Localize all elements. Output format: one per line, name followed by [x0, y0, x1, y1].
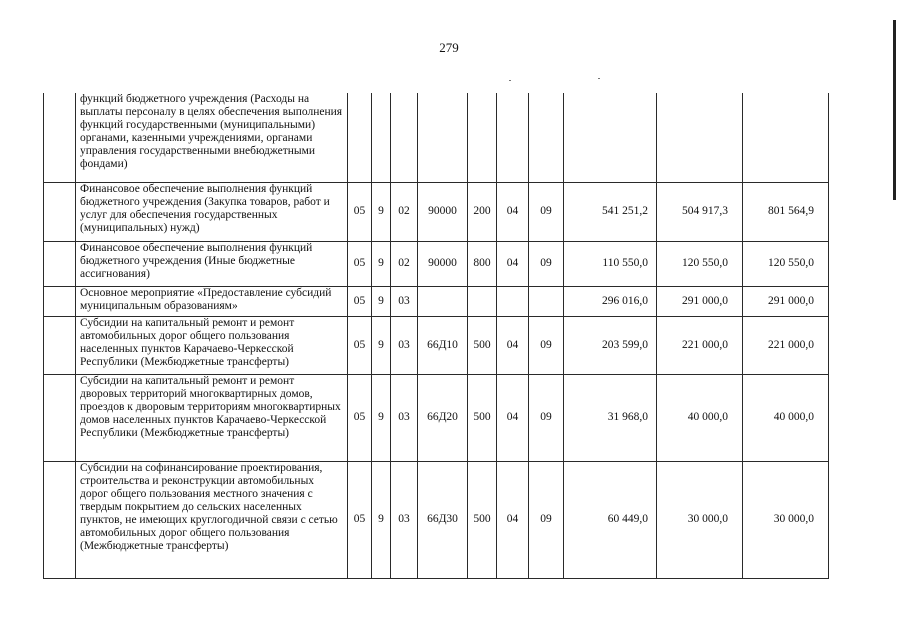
amount-cell: 296 016,0 [564, 286, 657, 316]
row-index-cell [44, 93, 76, 182]
budget-table [43, 93, 829, 579]
amount-cell: 30 000,0 [743, 461, 829, 578]
amount-cell [743, 93, 829, 182]
code-cell: 9 [372, 316, 391, 374]
code-cell [468, 286, 497, 316]
scan-speck [509, 80, 511, 81]
code-cell: 66Д10 [418, 316, 468, 374]
amount-cell: 221 000,0 [743, 316, 829, 374]
code-cell: 9 [372, 374, 391, 461]
description-cell: Основное мероприятие «Предоставление субсидий муниципальным образованиям» [76, 286, 348, 316]
code-cell: 04 [497, 182, 529, 241]
code-cell: 02 [391, 241, 418, 286]
code-cell: 05 [348, 286, 372, 316]
code-cell: 9 [372, 461, 391, 578]
table-row [44, 93, 829, 182]
row-index-cell [44, 286, 76, 316]
page-number: 279 [439, 40, 459, 55]
code-cell: 02 [391, 182, 418, 241]
code-cell: 04 [497, 461, 529, 578]
amount-cell: 30 000,0 [657, 461, 743, 578]
amount-cell: 291 000,0 [743, 286, 829, 316]
code-cell: 04 [497, 241, 529, 286]
description-cell: Финансовое обеспечение выполнения функций бюджетного учреждения (Иные бюджетные ассигнования) [76, 241, 348, 286]
row-index-cell [44, 316, 76, 374]
amount-cell: 221 000,0 [657, 316, 743, 374]
description-cell: функций бюджетного учреждения (Расходы на выплаты персоналу в целях обеспечения выполнения функций государственными (муниципальными) органами, казенными учреждениями, органами управления государственными внебюджетными фондами) [76, 93, 348, 182]
description-cell: Субсидии на капитальный ремонт и ремонт автомобильных дорог общего пользования населенных пунктов Карачаево-Черкесской Республики (Межбюджетные трансферты) [76, 316, 348, 374]
code-cell [468, 93, 497, 182]
description-cell: Субсидии на софинансирование проектирования, строительства и реконструкции автомобильных дорог общего пользования местного значения с твердым покрытием до сельских населенных пунктов, не имеющих круглогодичной связи с сетью автомобильных дорог общего пользования (Межбюджетные трансферты) [76, 461, 348, 578]
amount-cell [564, 93, 657, 182]
code-cell: 04 [497, 374, 529, 461]
code-cell: 9 [372, 182, 391, 241]
row-index-cell [44, 182, 76, 241]
code-cell: 500 [468, 374, 497, 461]
code-cell: 09 [529, 461, 564, 578]
amount-cell: 40 000,0 [743, 374, 829, 461]
code-cell: 03 [391, 374, 418, 461]
code-cell: 03 [391, 286, 418, 316]
code-cell: 09 [529, 182, 564, 241]
code-cell: 09 [529, 374, 564, 461]
row-index-cell [44, 241, 76, 286]
code-cell: 500 [468, 316, 497, 374]
amount-cell: 203 599,0 [564, 316, 657, 374]
scan-edge-mark [893, 20, 896, 200]
code-cell [348, 93, 372, 182]
code-cell: 09 [529, 241, 564, 286]
code-cell: 66Д30 [418, 461, 468, 578]
code-cell [497, 286, 529, 316]
code-cell: 05 [348, 182, 372, 241]
code-cell [418, 286, 468, 316]
amount-cell: 801 564,9 [743, 182, 829, 241]
code-cell [391, 93, 418, 182]
code-cell: 05 [348, 316, 372, 374]
code-cell: 03 [391, 461, 418, 578]
code-cell: 05 [348, 461, 372, 578]
code-cell [372, 93, 391, 182]
code-cell: 200 [468, 182, 497, 241]
description-cell: Субсидии на капитальный ремонт и ремонт дворовых территорий многоквартирных домов, проездов к дворовым территориям многоквартирных домов населенных пунктов Карачаево-Черкесской Республики (Межбюджетные трансферты) [76, 374, 348, 461]
table-row [44, 374, 829, 461]
table-row [44, 461, 829, 578]
amount-cell [657, 93, 743, 182]
code-cell [418, 93, 468, 182]
code-cell: 09 [529, 316, 564, 374]
table-row [44, 316, 829, 374]
table-row [44, 241, 829, 286]
code-cell: 90000 [418, 182, 468, 241]
amount-cell: 60 449,0 [564, 461, 657, 578]
amount-cell: 31 968,0 [564, 374, 657, 461]
description-cell: Финансовое обеспечение выполнения функций бюджетного учреждения (Закупка товаров, работ и услуг для обеспечения государственных (муниципальных) нужд) [76, 182, 348, 241]
code-cell: 500 [468, 461, 497, 578]
table-row [44, 182, 829, 241]
table-row [44, 286, 829, 316]
amount-cell: 120 550,0 [657, 241, 743, 286]
code-cell: 90000 [418, 241, 468, 286]
scan-speck [598, 78, 600, 79]
code-cell [529, 93, 564, 182]
amount-cell: 541 251,2 [564, 182, 657, 241]
code-cell: 04 [497, 316, 529, 374]
code-cell [529, 286, 564, 316]
amount-cell: 504 917,3 [657, 182, 743, 241]
amount-cell: 110 550,0 [564, 241, 657, 286]
amount-cell: 291 000,0 [657, 286, 743, 316]
code-cell: 66Д20 [418, 374, 468, 461]
amount-cell: 40 000,0 [657, 374, 743, 461]
code-cell: 800 [468, 241, 497, 286]
row-index-cell [44, 461, 76, 578]
amount-cell: 120 550,0 [743, 241, 829, 286]
code-cell [497, 93, 529, 182]
row-index-cell [44, 374, 76, 461]
code-cell: 05 [348, 241, 372, 286]
code-cell: 9 [372, 241, 391, 286]
code-cell: 03 [391, 316, 418, 374]
code-cell: 05 [348, 374, 372, 461]
code-cell: 9 [372, 286, 391, 316]
